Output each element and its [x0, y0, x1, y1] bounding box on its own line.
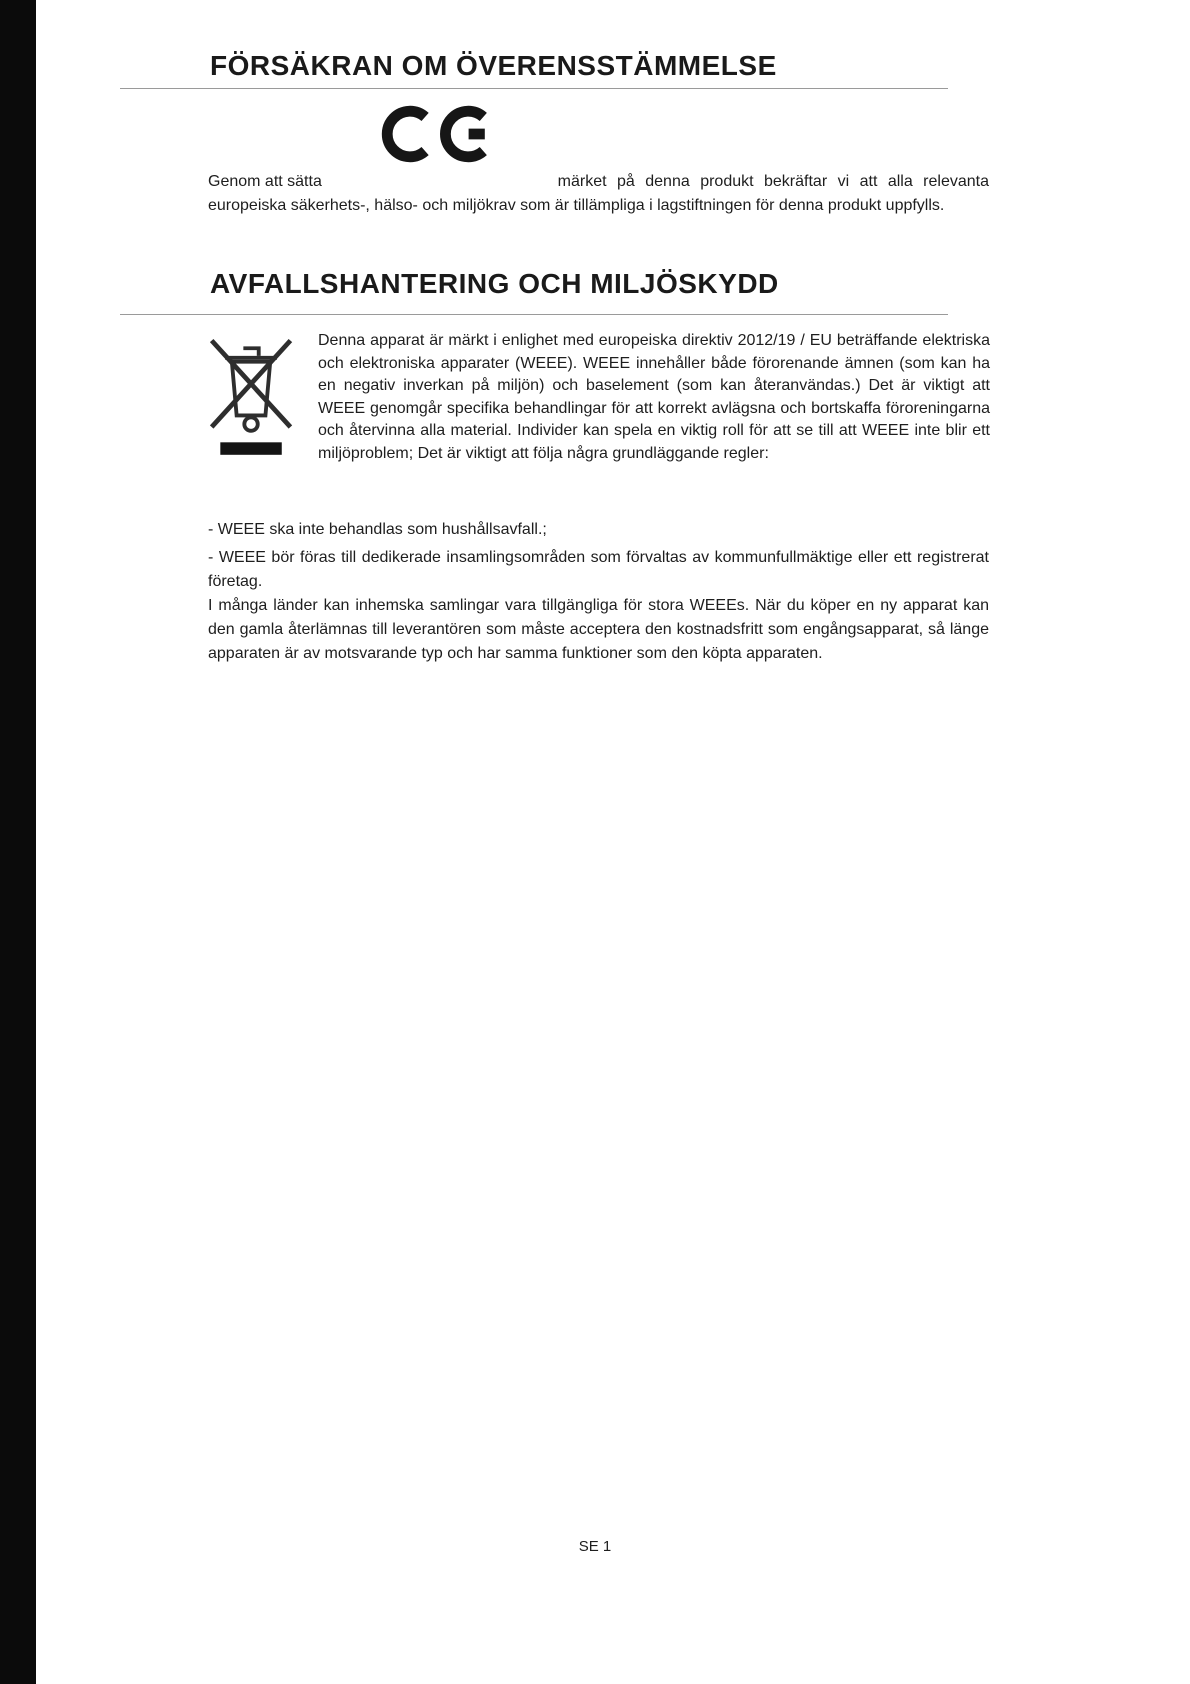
weee-paragraph: Denna apparat är märkt i enlighet med europeiska direktiv 2012/19 / EU beträffande elektriska och elektroniska apparater (WEEE). WEEE innehåller både förorenande ämnen (som kan ha en negativ inverkan på miljön) och baselement (som kan återanvändas.) Det är viktigt att WEEE genomgår specifika behandlingar för att korrekt avlägsna och bortskaffa föroreningarna och återvinna alla material. Individer kan spela en viktig roll för att se till att WEEE inte blir ett miljöproblem; Det är viktigt att följa några grundläggande regler:	[318, 332, 990, 462]
page-number: SE 1	[578, 1538, 612, 1555]
scan-edge-strip	[0, 0, 36, 1684]
ce-mark-icon	[381, 99, 501, 169]
weee-bullet-2: - WEEE bör föras till dedikerade insamlingsområden som förvaltas av kommunfullmäktige eller ett registrerat företag.	[208, 549, 989, 590]
weee-crossed-bin-icon	[204, 334, 300, 470]
section-divider	[120, 314, 948, 315]
conformity-text-rest: europeiska säkerhets-, hälso- och miljökrav som är tillämpliga i lagstiftningen för denna produkt uppfylls.	[208, 197, 945, 214]
conformity-paragraph	[208, 170, 989, 218]
section-title-waste: AVFALLSHANTERING OCH MILJÖSKYDD	[210, 268, 779, 299]
conformity-text-right: märket på denna produkt bekräftar vi att alla relevanta	[557, 173, 989, 190]
section-divider	[120, 88, 948, 89]
section-title-conformity: FÖRSÄKRAN OM ÖVERENSSTÄMMELSE	[210, 50, 777, 81]
weee-block	[204, 330, 990, 470]
weee-closing-paragraph: I många länder kan inhemska samlingar vara tillgängliga för stora WEEEs. När du köper en ny apparat kan den gamla återlämnas till leverantören som måste acceptera den kostnadsfritt som engångsapparat, så länge apparaten är av motsvarande typ och har samma funktioner som den köpta apparaten.	[208, 597, 989, 662]
weee-bullet-1: - WEEE ska inte behandlas som hushållsavfall.;	[208, 521, 547, 538]
conformity-text-left: Genom att sätta	[208, 173, 322, 190]
